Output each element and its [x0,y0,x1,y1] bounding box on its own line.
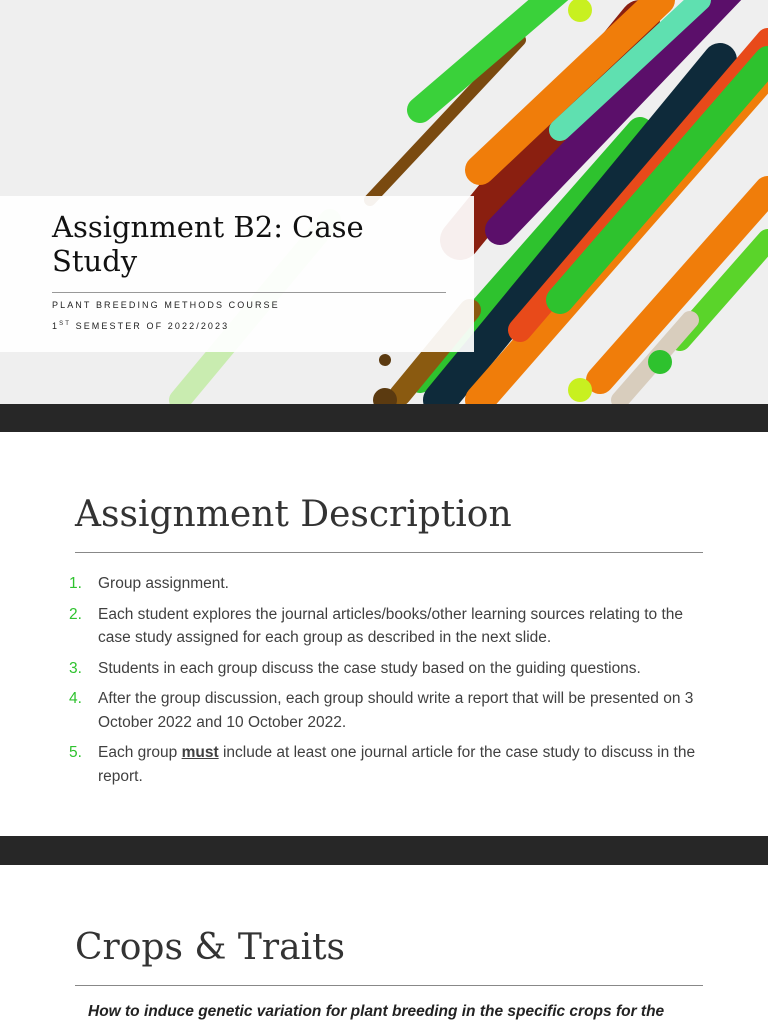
item-text-post: include at least one journal article for the case study to discuss in the report. [98,744,696,785]
list-item [69,572,709,596]
heading-divider [75,552,703,553]
item-number: 3. [69,659,82,677]
semester-number: 1 [52,321,60,331]
semester [52,321,229,331]
presentation-title: Assignment B2: Case Study [52,210,364,278]
item-number: 4. [69,690,82,707]
item-text-pre: Each group [98,744,182,761]
assignment-list [69,572,709,795]
slide-separator [0,404,768,432]
list-item [69,603,709,650]
heading-divider [75,985,703,986]
slide-separator [0,836,768,865]
guiding-question: How to induce genetic variation for plant breeding in the specific crops for the [88,1003,665,1020]
emphasis-must: must [181,744,219,761]
item-text: Group assignment. [98,575,229,592]
semester-text: SEMESTER OF 2022/2023 [70,321,230,331]
semester-suffix: ST [59,321,71,327]
list-item [69,657,709,681]
crops-heading: Crops & Traits [75,927,346,968]
item-text: Students in each group discuss the case study based on the guiding questions. [98,659,641,677]
title-divider [52,292,446,293]
item-text: After the group discussion, each group should write a report that will be presented on 3 October 2022 and 10 October 2022. [98,690,694,731]
list-item [69,741,709,788]
course-name: PLANT BREEDING METHODS COURSE [52,300,280,310]
title-box [0,196,474,352]
item-text: Each student explores the journal articles/books/other learning sources relating to the case study assigned for each group as described in the next slide. [98,605,684,646]
item-number: 1. [69,575,82,592]
description-heading: Assignment Description [75,494,512,535]
item-number: 5. [69,744,82,761]
item-number: 2. [69,605,82,623]
title-slide [0,0,768,404]
list-item [69,687,709,734]
item-text [98,741,709,788]
